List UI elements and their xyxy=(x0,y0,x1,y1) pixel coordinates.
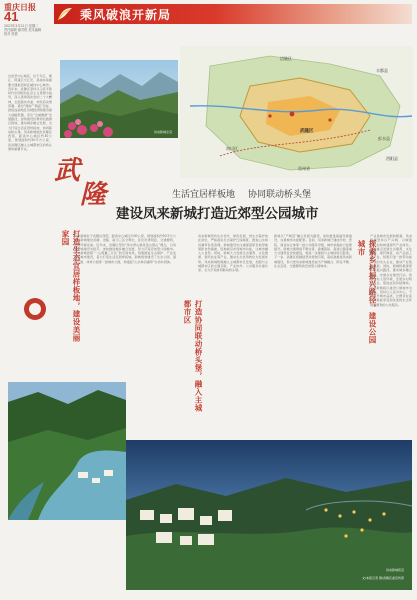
subhead-1: 打造生态宜居样板地，建设美丽家园 xyxy=(61,230,81,342)
section-title: 乘风破浪开新局 xyxy=(80,8,172,22)
body-column-2: 凤来新城坚持生态优先、绿色发展，把生态保护放在首位，严格落实生态保护红线制度，推进山水林田湖草系统治理。新城建设中注重保留原有地形地貌和自然植被，因地制宜布局城市功能，让城市融入大自然。同时，新城大力发展生态康养、文化旅游、现代农业等产业，推动生态优势转化为发展优势。凤来新城积极融入主城都市区发展，加强与主城都市区的交通互联、产业协作、公共服务共建共享，全力打造协同联动桥头堡。 xyxy=(198,234,268,273)
new-town-photo xyxy=(126,440,412,590)
newspaper-name: 重庆日报 xyxy=(4,2,36,12)
river-valley-photo xyxy=(8,382,126,520)
headline-kicker-1: 生活宜居样板地 xyxy=(172,190,236,200)
page-number: 41 xyxy=(4,9,19,24)
masthead xyxy=(0,0,417,36)
quote-icon xyxy=(29,303,41,315)
map-label-fuling: 涪陵区 xyxy=(280,56,292,61)
proofreader-line: 校对 张燕 xyxy=(4,32,18,36)
byline: 文/本报记者 图/武隆区委宣传部 xyxy=(362,576,404,580)
issue-date: 2023年3月21日 星期二 xyxy=(4,24,39,28)
quote-badge xyxy=(24,298,46,320)
headline-brand-char-1: 武 xyxy=(54,156,81,186)
headline-kicker-2: 协同联动桥头堡 xyxy=(248,190,312,200)
section-banner xyxy=(54,4,412,24)
flag-ribbon-icon xyxy=(56,6,74,22)
map-graphic xyxy=(180,46,413,178)
map-label-guizhou: 贵州省 xyxy=(298,166,310,171)
photo-caption: 凤来新城全景 xyxy=(153,130,172,134)
map-label-fengdu: 丰都县 xyxy=(376,68,388,73)
headline-main: 建设凤来新城打造近郊型公园城市 xyxy=(116,206,319,222)
map-label-wulong: 武隆区 xyxy=(300,129,314,134)
city-landscape-photo xyxy=(60,60,178,138)
map-label-nanchuan: 南川区 xyxy=(226,146,238,151)
subhead-2: 打造协同联动桥头堡，融入主城都市区 xyxy=(183,300,203,412)
town-image xyxy=(126,440,412,590)
editor-line: 责任编辑 谢芳锐 美术编辑 xyxy=(4,28,42,32)
map-label-youyang: 酉阳县 xyxy=(386,156,398,161)
region-map xyxy=(180,46,413,178)
bottom-photo-caption: 凤来新城夜景 xyxy=(385,568,404,572)
body-column-3: 新城以“产城景”融合发展为路径，加快推进基础设施建设，完善城市功能配套。目前，凤来新城已建成学校、医院、商业综合体等一批公共服务设施，城市承载能力显著提升。新城交通网络不断完善，渝湘高铁、高速公路等重大交通项目加快推进，将进一步缩短与主城的时空距离。下一步，武隆区将继续坚持规划引领，高标准推进凤来新城建设，努力把凤来新城建设成为产城融合、职住平衡、生态宜居、交通便利的近郊型公园城市。 xyxy=(274,234,352,269)
body-column-4: 产业是城市发展的根基。凤来新城坚持以产兴城、以城促产，加快构建现代产业体系。新城重点发展生态康养、文化旅游、现代物流、农产品加工等产业，积极引进一批带动能力强的龙头企业，推动产业集群发展。同时，新城积极探索乡村振兴路径，推动城乡融合发展，实施乡村建设行动，改善农村人居环境，发展乡村特色产业，促进农民持续增收。凤来新城将以建设公园城市为目标，坚持以人民为中心，不断提升城市品质，让群众在家门口就能享受到优美的生态环境和便利的公共服务。 xyxy=(370,234,412,307)
landscape-image xyxy=(60,60,178,138)
subhead-3: 探索乡村振兴路径，建设公园城市 xyxy=(357,240,377,344)
map-label-pengshui: 彭水县 xyxy=(378,136,390,141)
left-column-text: 自治县中心城区，位于乌江、郁江、阿蓬江交汇处，是渝东南重要交通枢纽和区域性中心城市。近年来，武隆区坚持以习近平新时代中国特色社会主义思想为指导，深入贯彻落实党的二十大精神，全面落实市委、市政府决策部署，紧扣“两地”“两高”目标，抢抓成渝地区双城经济圈建设重大战略机遇，突出“全域旅游”发展路径，加快建设世界知名旅游目的地，推动城乡融合发展，全力打造生活宜居样板地、协同联动桥头堡。凤来新城地处武隆区西部，距离中心城区约30公里，规划面积约50平方公里，是武隆区融入主城都市区的桥头堡和重要节点。 xyxy=(8,74,52,152)
river-image xyxy=(8,382,126,520)
body-column-1: 凤来新城位于武隆区西部，距离中心城区约30公里，规划面积约50平方公里。新城地处武隆、涪陵、南川三区交界处，区位优势明显，交通便利，生态环境优美。近年来，武隆区坚持“绿水青山就是金山银山”理念，以凤来新城建设为抓手，加快推进城乡融合发展，努力打造近郊型公园城市。凤来新城按照“一心两翼三片区”的空间布局，统筹推进生态保护、产业发展和城市建设，着力打造生活宜居样板地。新城规划建设了生态公园、湿地公园、体育公园等一批城市公园，构建起“山水林田湖草”生命共同体。 xyxy=(74,234,176,264)
headline-brand-char-2: 隆 xyxy=(80,180,107,210)
